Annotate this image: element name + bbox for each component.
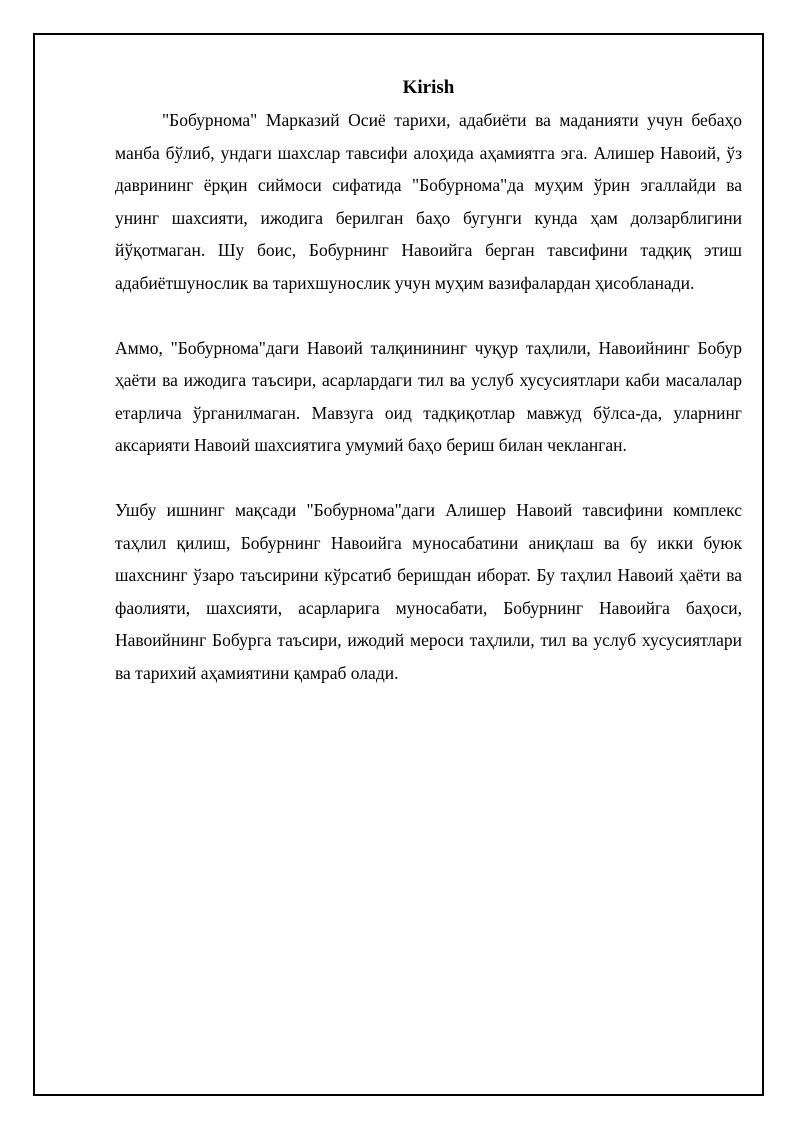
document-body	[115, 72, 742, 689]
document-title: Kirish	[402, 77, 455, 98]
paragraph-spacer	[115, 299, 742, 332]
paragraph-goal: Ушбу ишнинг мақсади "Бобурнома"даги Алишер Навоий тавсифини комплекс таҳлил қилиш, Бобурнинг Навоийга муносабатини аниқлаш ва бу икки буюк шахснинг ўзаро таъсирини кўрсатиб беришдан иборат. Бу таҳлил Навоий ҳаёти ва фаолияти, шахсияти, асарларига муносабати, Бобурнинг Навоийга баҳоси, Навоийнинг Бобурга таъсири, ижодий мероси таҳлили, тил ва услуб хусусиятлари ва тарихий аҳамиятини қамраб олади.	[115, 500, 742, 683]
paragraph-spacer	[115, 462, 742, 495]
paragraph-problem: Аммо, "Бобурнома"даги Навоий талқинининг чуқур таҳлили, Навоийнинг Бобур ҳаёти ва ижодига таъсири, асарлардаги тил ва услуб хусусиятлари каби масалалар етарлича ўрганилмаган. Мавзуга оид тадқиқотлар мавжуд бўлса-да, уларнинг аксарияти Навоий шахсиятига умумий баҳо бериш билан чекланган.	[115, 337, 742, 455]
paragraph-intro: "Бобурнома" Марказий Осиё тарихи, адабиёти ва маданияти учун бебаҳо манба бўлиб, ундаги шахслар тавсифи алоҳида аҳамиятга эга. Алишер Навоий, ўз даврининг ёрқин сиймоси сифатида "Бобурнома"да муҳим ўрин эгаллайди ва унинг шахсияти, ижодига берилган баҳо бугунги кунда ҳам долзарблигини йўқотмаган. Шу боис, Бобурнинг Навоийга берган тавсифини тадқиқ этиш адабиётшунослик ва тарихшунослик учун муҳим вазифалардан ҳисобланади.	[115, 110, 742, 293]
